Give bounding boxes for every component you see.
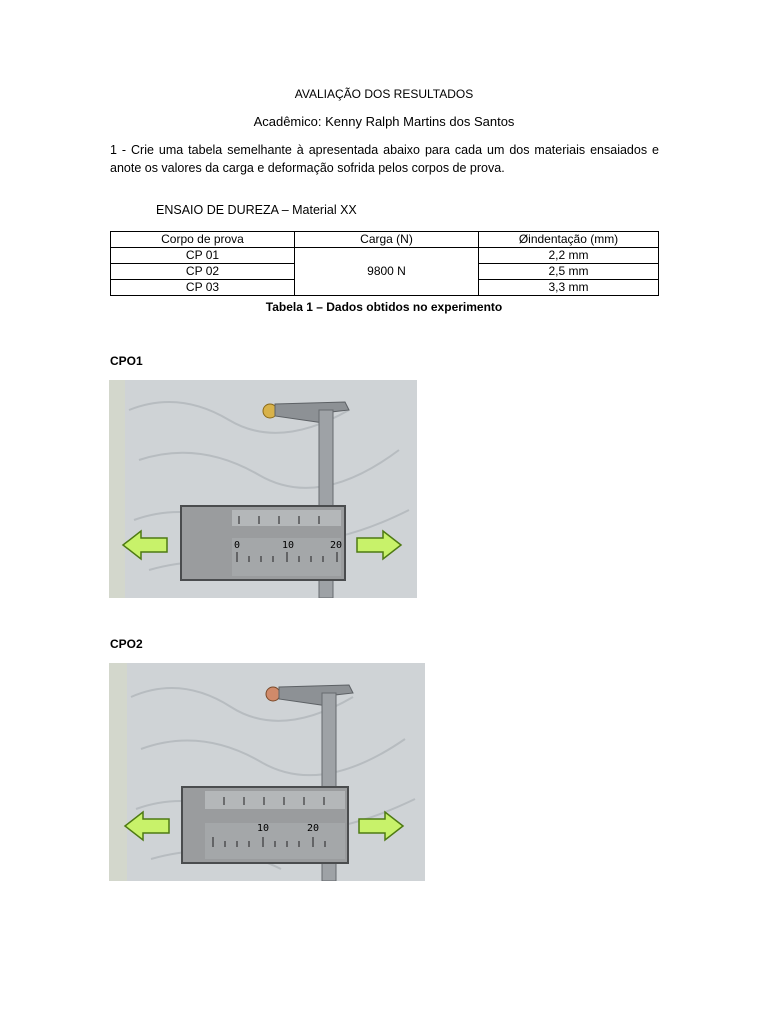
- table-caption: Tabela 1 – Dados obtidos no experimento: [265, 300, 503, 314]
- scale-label: 0: [234, 540, 241, 551]
- diameter-cell: 3,3 mm: [479, 280, 659, 296]
- caliper-simulation-cp01: [109, 380, 417, 598]
- table-header-row: [111, 232, 659, 248]
- scale-label: 20: [330, 540, 343, 551]
- header-diameter: Øindentação (mm): [479, 232, 659, 248]
- specimen-indent-icon: [266, 687, 280, 701]
- caliper-simulation-cp02: [109, 663, 425, 881]
- diameter-cell: 2,5 mm: [479, 264, 659, 280]
- table-title: ENSAIO DE DUREZA – Material XX: [156, 203, 357, 217]
- specimen-cell: CP 03: [111, 280, 295, 296]
- results-table: [110, 231, 659, 296]
- diameter-cell: 2,2 mm: [479, 248, 659, 264]
- question-text: 1 - Crie uma tabela semelhante à apresentada abaixo para cada um dos materiais ensaiados e anote os valores da carga e deformação sofrida pelos corpos de prova.: [110, 143, 659, 175]
- header-load: Carga (N): [295, 232, 479, 248]
- header-specimen: Corpo de prova: [111, 232, 295, 248]
- scale-label: 10: [257, 823, 270, 834]
- figure-label-cp01: CPO1: [110, 354, 143, 368]
- document-heading: AVALIAÇÃO DOS RESULTADOS: [294, 87, 474, 101]
- figure-label-cp02: CPO2: [110, 637, 143, 651]
- specimen-cell: CP 01: [111, 248, 295, 264]
- load-cell: 9800 N: [295, 248, 479, 296]
- specimen-cell: CP 02: [111, 264, 295, 280]
- student-name: Acadêmico: Kenny Ralph Martins dos Santos: [253, 114, 515, 129]
- scale-label: 10: [282, 540, 295, 551]
- scale-label: 20: [307, 823, 320, 834]
- table-row: [111, 248, 659, 264]
